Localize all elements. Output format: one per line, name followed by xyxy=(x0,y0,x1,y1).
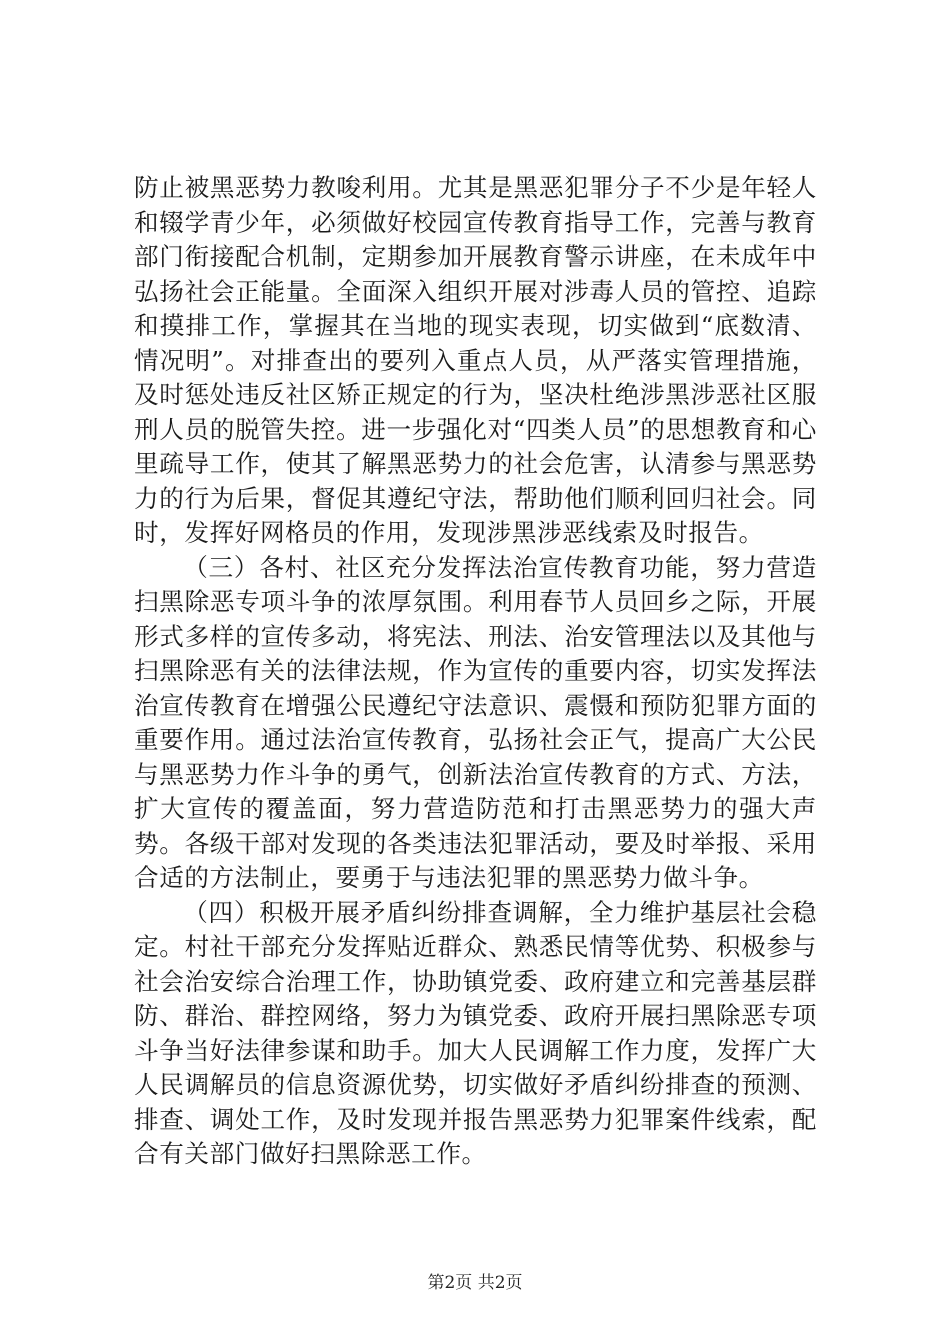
page-number-footer: 第2页 共2页 xyxy=(427,1273,523,1293)
paragraph-section-four: （四）积极开展矛盾纠纷排查调解，全力维护基层社会稳定。村社干部充分发挥贴近群众、熟悉民情等优势、积极参与社会治安综合治理工作，协助镇党委、政府建立和完善基层群防、群治、群控网络，努力为镇党委、政府开展扫黑除恶专项斗争当好法律参谋和助手。加大人民调解工作力度，发挥广大人民调解员的信息资源优势，切实做好矛盾纠纷排查的预测、排查、调处工作，及时发现并报告黑恶势力犯罪案件线索，配合有关部门做好扫黑除恶工作。 xyxy=(134,897,817,1168)
paragraph-section-three: （三）各村、社区充分发挥法治宣传教育功能，努力营造扫黑除恶专项斗争的浓厚氛围。利用春节人员回乡之际，开展形式多样的宣传多动，将宪法、刑法、治安管理法以及其他与扫黑除恶有关的法律法规，作为宣传的重要内容，切实发挥法治宣传教育在增强公民遵纪守法意识、震慑和预防犯罪方面的重要作用。通过法治宣传教育，弘扬社会正气，提高广大公民与黑恶势力作斗争的勇气，创新法治宣传教育的方式、方法，扩大宣传的覆盖面，努力营造防范和打击黑恶势力的强大声势。各级干部对发现的各类违法犯罪活动，要及时举报、采用合适的方法制止，要勇于与违法犯罪的黑恶势力做斗争。 xyxy=(134,552,817,892)
document-body xyxy=(134,171,817,1172)
paragraph-continuation: 防止被黑恶势力教唆利用。尤其是黑恶犯罪分子不少是年轻人和辍学青少年，必须做好校园宣传教育指导工作，完善与教育部门衔接配合机制，定期参加开展教育警示讲座，在未成年中弘扬社会正能量。全面深入组织开展对涉毒人员的管控、追踪和摸排工作，掌握其在当地的现实表现，切实做到“底数清、情况明”。对排查出的要列入重点人员，从严落实管理措施，及时惩处违反社区矫正规定的行为，坚决杜绝涉黑涉恶社区服刑人员的脱管失控。进一步强化对“四类人员”的思想教育和心里疏导工作，使其了解黑恶势力的社会危害，认清参与黑恶势力的行为后果，督促其遵纪守法，帮助他们顺利回归社会。同时，发挥好网格员的作用，发现涉黑涉恶线索及时报告。 xyxy=(134,173,817,547)
